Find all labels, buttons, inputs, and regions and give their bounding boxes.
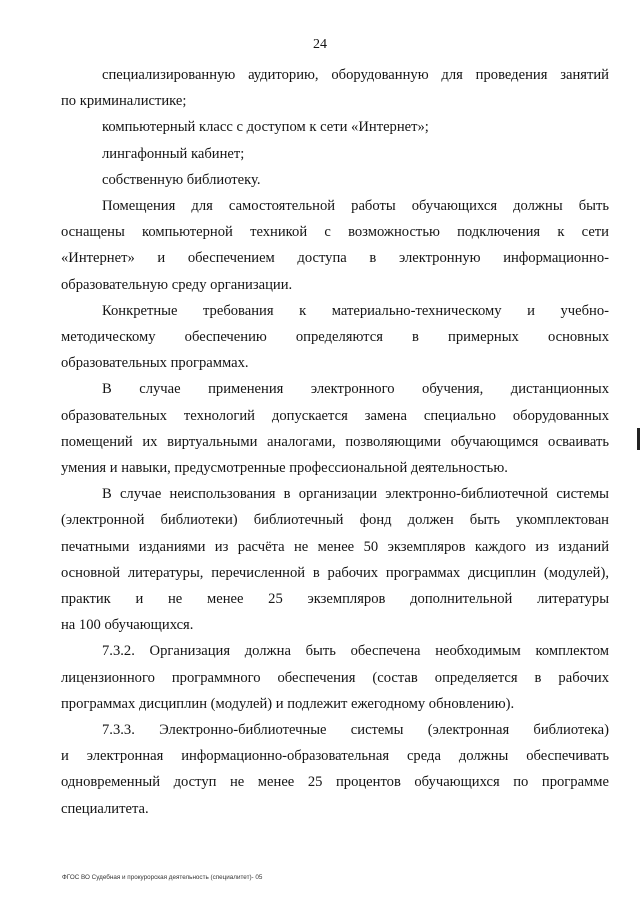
text-line: по криминалистике;	[61, 93, 187, 110]
text-line: программах дисциплин (модулей) и подлежит ежегодному обновлению).	[61, 695, 515, 712]
page-number: 24	[313, 37, 327, 52]
text-line: (электронной библиотеки) библиотечный фонд должен быть укомплектован	[61, 512, 609, 529]
text-line: практик и не менее 25 экземпляров дополнительной литературы	[61, 591, 609, 608]
text-line: и электронная информационно-образовательная среда должны обеспечивать	[61, 748, 609, 765]
text-line: на 100 обучающихся.	[61, 617, 194, 634]
text-line: одновременный доступ не менее 25 процентов обучающихся по программе	[61, 774, 609, 791]
text-line: 7.3.2. Организация должна быть обеспечена необходимым комплектом	[102, 643, 609, 660]
text-line: 7.3.3. Электронно-библиотечные системы (электронная библиотека)	[102, 722, 609, 739]
text-line: специализированную аудиторию, оборудованную для проведения занятий	[102, 67, 609, 83]
text-line: собственную библиотеку.	[102, 171, 261, 188]
paragraph-requirements	[61, 298, 609, 377]
text-line: основной литературы, перечисленной в рабочих программах дисциплин (модулей),	[61, 564, 609, 581]
footer-caption: ФГОС ВО Судебная и прокурорская деятельность (специалитет)- 05	[62, 874, 263, 881]
text-line: образовательных программах.	[61, 355, 249, 372]
paragraph-premises	[61, 193, 609, 298]
text-line: лицензионного программного обеспечения (состав определяется в рабочих	[61, 669, 609, 686]
text-line: Конкретные требования к материально-техническому и учебно-	[102, 302, 609, 319]
text-line: «Интернет» и обеспечением доступа в электронную информационно-	[61, 250, 609, 267]
text-line: образовательных технологий допускается замена специально оборудованных	[61, 407, 609, 424]
text-line: помещений их виртуальными аналогами, позволяющими обучающимся осваивать	[61, 433, 609, 450]
text-line: печатными изданиями из расчёта не менее 50 экземпляров каждого из изданий	[61, 538, 609, 555]
paragraph-equipment-2	[61, 114, 609, 140]
paragraph-7-3-2	[61, 638, 609, 717]
paragraph-e-learning	[61, 376, 609, 481]
text-line: В случае применения электронного обучения, дистанционных	[102, 381, 609, 398]
text-line: В случае неиспользования в организации электронно-библиотечной системы	[102, 486, 609, 503]
text-line: образовательную среду организации.	[61, 276, 293, 293]
paragraph-equipment-4	[61, 167, 609, 193]
text-line: специалитета.	[61, 800, 149, 817]
text-line: компьютерный класс с доступом к сети «Интернет»;	[102, 119, 429, 136]
text-line: умения и навыки, предусмотренные профессиональной деятельностью.	[61, 460, 508, 477]
paragraph-equipment-1	[61, 62, 609, 114]
text-line: методическому обеспечению определяются в примерных основных	[61, 329, 609, 346]
text-line: оснащены компьютерной техникой с возможностью подключения к сети	[61, 224, 609, 241]
paragraph-equipment-3	[61, 141, 609, 167]
text-line: Помещения для самостоятельной работы обучающихся должны быть	[102, 198, 609, 215]
document-body	[61, 62, 609, 822]
paragraph-library-fund	[61, 481, 609, 638]
paragraph-7-3-3	[61, 717, 609, 822]
text-line: лингафонный кабинет;	[102, 145, 245, 162]
